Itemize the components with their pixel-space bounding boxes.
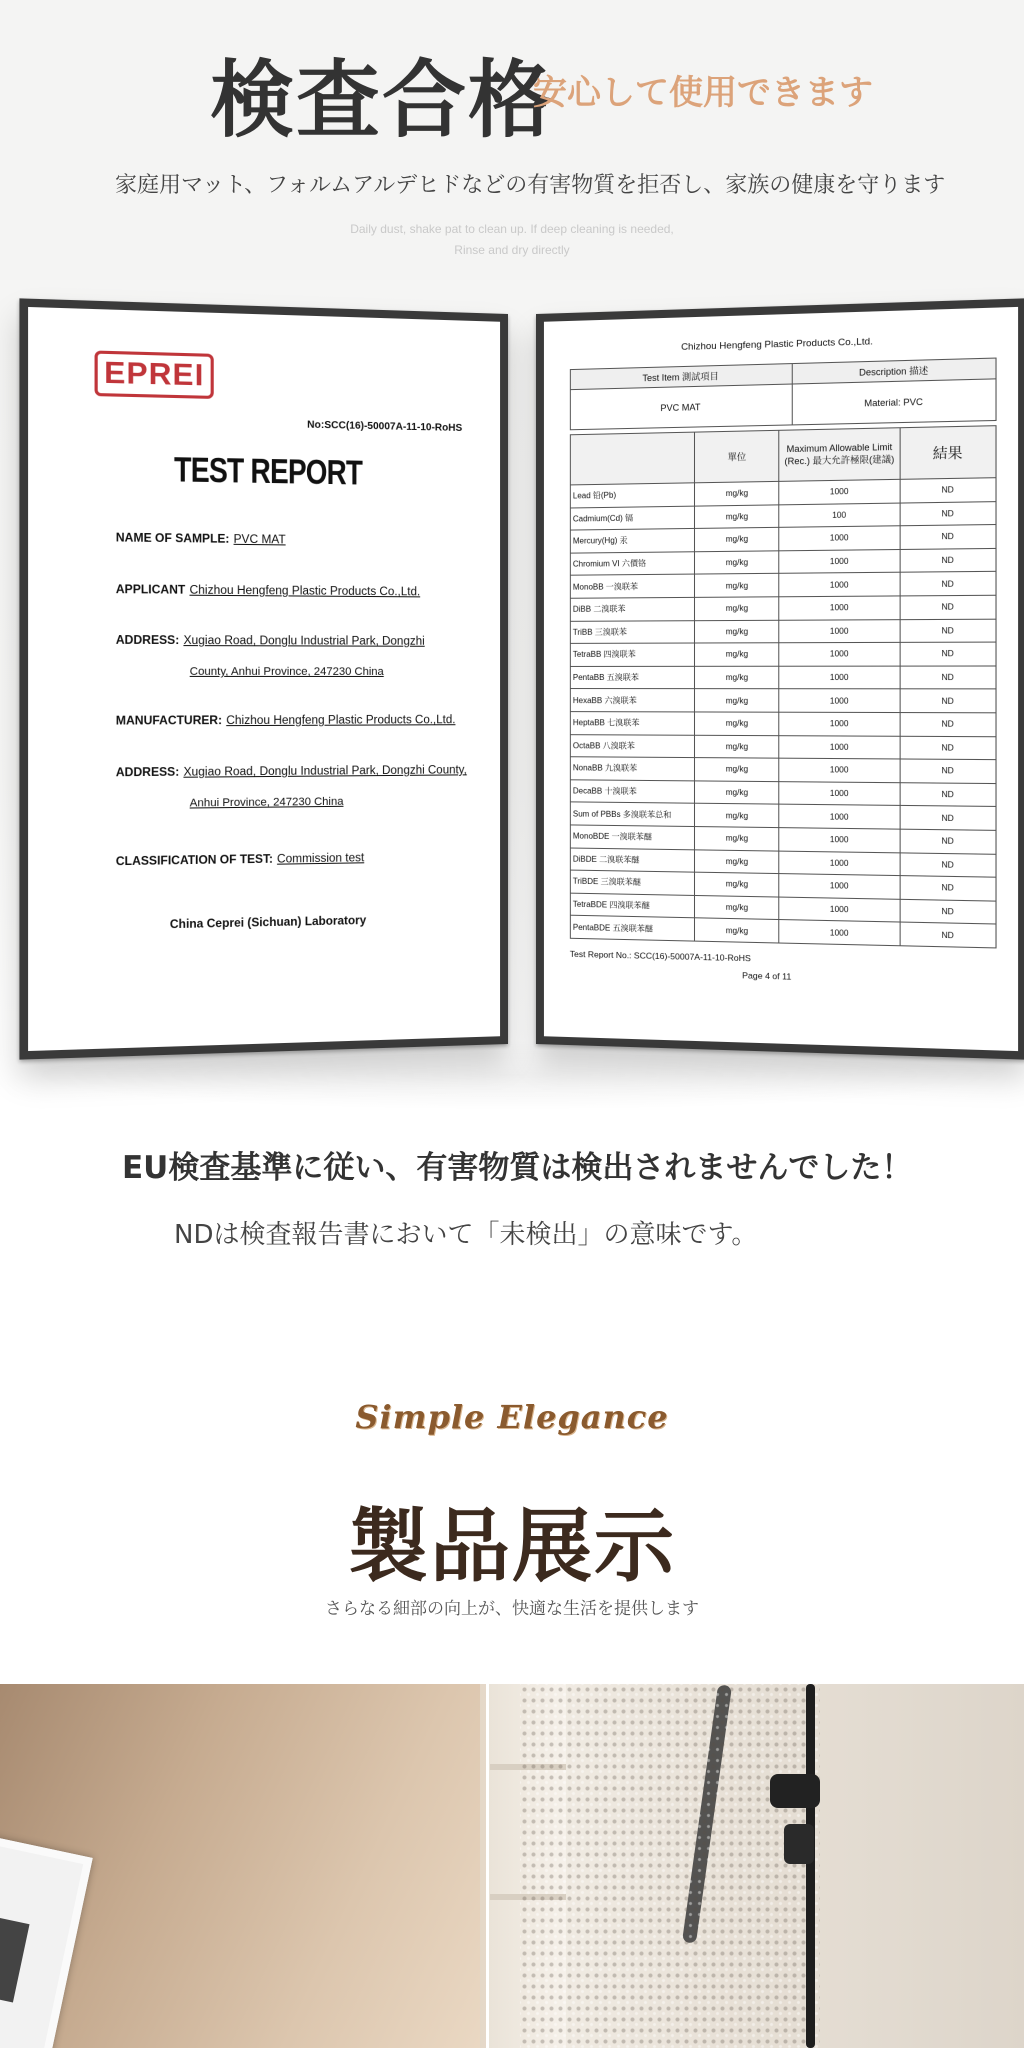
row-unit: mg/kg [695, 528, 779, 552]
field-applicant-label: APPLICANT [115, 583, 186, 597]
row-limit: 1000 [779, 735, 899, 759]
col-result: 結果 [900, 426, 996, 480]
floor-shadow [20, 1040, 1004, 1110]
shower-pipe [806, 1684, 815, 2048]
row-substance: Chromium VI 六價铬 [570, 552, 694, 576]
row-substance: DiBDE 二溴联苯醚 [570, 848, 694, 873]
row-result: ND [900, 922, 996, 947]
row-result: ND [900, 501, 996, 526]
col-substance [570, 432, 694, 485]
field-manufacturer [116, 714, 456, 727]
row-substance: NonaBB 九溴联苯 [570, 757, 694, 781]
col-limit: Maximum Allowable Limit (Rec.) 最大允許極限(建議) [779, 428, 899, 482]
row-substance: PentaBB 五溴联苯 [570, 666, 694, 689]
row-unit: mg/kg [695, 620, 779, 643]
row-substance: HexaBB 六溴联苯 [570, 689, 694, 712]
eprei-logo: EPREI [95, 351, 214, 399]
row-unit: mg/kg [695, 712, 779, 735]
row-substance: TriBDE 三溴联苯醚 [570, 870, 694, 895]
row-limit: 1000 [779, 781, 899, 805]
col-unit: 單位 [695, 430, 779, 483]
row-result: ND [900, 548, 996, 572]
description-value: Material: PVC [793, 379, 996, 425]
row-limit: 1000 [779, 897, 899, 923]
row-limit: 1000 [779, 643, 899, 666]
row-limit: 1000 [779, 573, 899, 597]
results-body [570, 478, 996, 948]
row-substance: MonoBB 一溴联苯 [570, 574, 694, 598]
row-substance: Sum of PBBs 多溴联苯总和 [570, 802, 694, 826]
row-substance: TetraBDE 四溴联苯醚 [570, 893, 694, 918]
row-unit: mg/kg [695, 481, 779, 505]
field-address2-value-1: Xugiao Road, Donglu Industrial Park, Dongzhi County, [183, 764, 467, 779]
field-address2 [116, 764, 467, 779]
row-result: ND [900, 525, 996, 550]
field-address2-label: ADDRESS: [115, 766, 180, 780]
results-row [570, 734, 996, 760]
field-classification-value: Commission test [277, 852, 365, 866]
report-footer: Test Report No.: SCC(16)-50007A-11-10-RoHS [569, 948, 751, 964]
row-unit: mg/kg [695, 781, 779, 805]
results-row [570, 595, 996, 621]
script-tagline: Simple Elegance [355, 1398, 669, 1436]
row-result: ND [900, 666, 996, 690]
row-substance: Lead 铅(Pb) [570, 483, 694, 508]
row-result: ND [900, 712, 996, 736]
row-substance: Cadmium(Cd) 镉 [570, 506, 694, 531]
row-result: ND [900, 478, 996, 503]
results-row [570, 689, 996, 713]
row-unit: mg/kg [695, 574, 779, 598]
row-result: ND [900, 759, 996, 783]
certificate-right-frame [536, 298, 1024, 1059]
field-applicant-value: Chizhou Hengfeng Plastic Products Co.,Ltd. [189, 584, 421, 599]
field-address-value-2: County, Anhui Province, 247230 China [189, 665, 384, 678]
row-result: ND [900, 829, 996, 854]
row-limit: 100 [779, 503, 899, 528]
hero-description: 家庭用マット、フォルムアルデヒドなどの有害物質を拒否し、家族の健康を守ります [115, 173, 946, 198]
test-item-value: PVC MAT [570, 384, 792, 430]
row-result: ND [900, 619, 996, 643]
field-address-label: ADDRESS: [115, 634, 180, 648]
row-unit: mg/kg [695, 918, 779, 943]
hero-accent-text: 安心して使用できます [533, 73, 873, 113]
row-substance: TriBB 三溴联苯 [570, 620, 694, 643]
page-title: 検査合格 [210, 51, 555, 149]
display-title: 製品展示 [348, 1500, 676, 1593]
row-limit: 1000 [779, 712, 899, 736]
row-result: ND [900, 689, 996, 713]
row-substance: DiBB 二溴联苯 [570, 597, 694, 621]
row-substance: OctaBB 八溴联苯 [570, 734, 694, 758]
row-substance: DecaBB 十溴联苯 [570, 780, 694, 804]
row-substance: HeptaBB 七溴联苯 [570, 712, 694, 735]
row-unit: mg/kg [695, 758, 779, 782]
field-address2-value-2: Anhui Province, 247230 China [189, 795, 344, 810]
row-result: ND [900, 595, 996, 619]
certificate-stage [0, 280, 1024, 1110]
results-table [570, 425, 997, 948]
row-limit: 1000 [779, 596, 899, 620]
results-row [570, 666, 996, 690]
row-substance: MonoBDE 一溴联苯醚 [570, 825, 694, 849]
test-item-header: Test Item 測試項目 [570, 364, 792, 390]
row-limit: 1000 [779, 804, 899, 829]
bathroom-photo [0, 1684, 1024, 2048]
display-subtitle: さらなる細部の向上が、快適な生活を提供します [325, 1599, 699, 1619]
row-substance: Mercury(Hg) 汞 [570, 529, 694, 553]
row-result: ND [900, 806, 996, 831]
row-limit: 1000 [779, 549, 899, 573]
laboratory-name: China Ceprei (Sichuan) Laboratory [169, 914, 367, 932]
field-manufacturer-label: MANUFACTURER: [115, 714, 223, 728]
row-unit: mg/kg [695, 804, 779, 828]
row-limit: 1000 [779, 526, 899, 551]
results-row [570, 712, 996, 737]
row-limit: 1000 [779, 828, 899, 853]
shower-handle [784, 1824, 814, 1864]
certificate-left-paper [28, 307, 500, 1051]
row-unit: mg/kg [695, 504, 779, 528]
row-limit: 1000 [779, 666, 899, 689]
row-limit: 1000 [779, 689, 899, 712]
row-result: ND [900, 852, 996, 877]
row-limit: 1000 [779, 851, 899, 876]
row-result: ND [900, 782, 996, 806]
report-number: No:SCC(16)-50007A-11-10-RoHS [307, 419, 463, 435]
description-header: Description 描述 [793, 358, 996, 384]
row-limit: 1000 [779, 479, 899, 504]
ghost-text-line-1: Daily dust, shake pat to clean up. If deep cleaning is needed, [350, 222, 674, 236]
field-classification-label: CLASSIFICATION OF TEST: [115, 853, 273, 869]
row-unit: mg/kg [695, 689, 779, 712]
eu-section [0, 1110, 1024, 1280]
results-row [570, 642, 996, 666]
row-substance: TetraBB 四溴联苯 [570, 643, 694, 666]
row-unit: mg/kg [695, 735, 779, 758]
results-row [570, 572, 996, 599]
field-address-value-1: Xugiao Road, Donglu Industrial Park, Dongzhi [183, 634, 425, 648]
test-item-table [570, 358, 997, 431]
row-unit: mg/kg [695, 666, 779, 689]
shower-valve [770, 1774, 820, 1808]
field-sample [116, 532, 286, 546]
row-unit: mg/kg [695, 826, 779, 850]
row-unit: mg/kg [695, 597, 779, 621]
certificate-left-frame [19, 298, 508, 1059]
report-page: Page 4 of 11 [742, 970, 792, 982]
eu-subtitle: NDは検査報告書において「未検出」の意味です。 [174, 1220, 758, 1250]
field-address [116, 635, 425, 648]
results-row [570, 619, 996, 644]
mirror-reflection [0, 1916, 30, 2003]
ghost-text-line-2: Rinse and dry directly [454, 243, 570, 257]
field-classification [116, 852, 364, 868]
glass-droplets [520, 1684, 820, 2048]
row-limit: 1000 [779, 874, 899, 899]
row-unit: mg/kg [695, 872, 779, 896]
field-applicant [116, 584, 420, 599]
row-limit: 1000 [779, 758, 899, 782]
row-result: ND [900, 736, 996, 760]
row-unit: mg/kg [695, 895, 779, 920]
report-company: Chizhou Hengfeng Plastic Products Co.,Ltd. [681, 336, 873, 353]
row-result: ND [900, 876, 996, 901]
row-limit: 1000 [779, 619, 899, 643]
field-sample-value: PVC MAT [233, 533, 286, 547]
field-sample-label: NAME OF SAMPLE: [115, 532, 230, 546]
report-title: TEST REPORT [174, 450, 363, 493]
eu-title: EU検査基準に従い、有害物質は検出されませんでした！ [122, 1150, 913, 1186]
certificate-right-paper [544, 307, 1018, 1051]
row-substance: PentaBDE 五溴联苯醚 [570, 915, 694, 940]
field-manufacturer-value: Chizhou Hengfeng Plastic Products Co.,Ltd. [226, 714, 456, 728]
row-limit: 1000 [779, 920, 899, 946]
row-unit: mg/kg [695, 643, 779, 666]
row-unit: mg/kg [695, 551, 779, 575]
row-result: ND [900, 572, 996, 596]
row-result: ND [900, 899, 996, 924]
row-unit: mg/kg [695, 849, 779, 873]
row-result: ND [900, 642, 996, 666]
